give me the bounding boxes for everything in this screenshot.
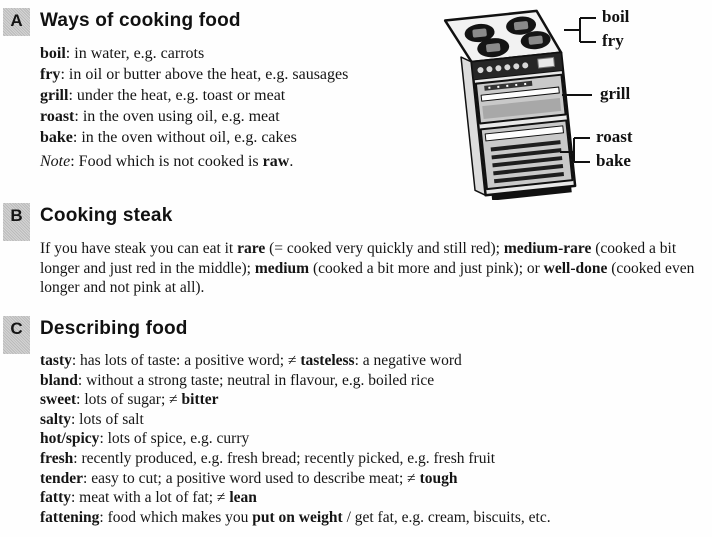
label-roast: roast (596, 127, 633, 146)
section-c-badge: C (3, 316, 30, 354)
definition-line: fresh: recently produced, e.g. fresh bread; recently picked, e.g. fresh fruit (40, 449, 496, 467)
definition-line: tender: easy to cut; a positive word used to describe meat; ≠ tough (40, 469, 458, 487)
cooker-drawing (432, 2, 592, 200)
cooker-illustration (430, 2, 712, 200)
definition-line: tasty: has lots of taste: a positive word; ≠ tasteless: a negative word (40, 352, 462, 369)
section-a-title: Ways of cooking food (40, 10, 241, 31)
section-c-title: Describing food (40, 318, 188, 339)
describing-food-list (40, 351, 712, 527)
label-bake: bake (596, 151, 631, 170)
definition-line: sweet: lots of sugar; ≠ bitter (40, 391, 219, 409)
label-boil: boil (602, 7, 630, 26)
label-grill: grill (600, 84, 631, 103)
definition-line: fattening: food which makes you put on weight / get fat, e.g. cream, biscuits, etc. (40, 508, 551, 526)
definition-line: grill: under the heat, e.g. toast or meat (40, 87, 286, 104)
definition-line: fry: in oil or butter above the heat, e.g. sausages (40, 66, 349, 83)
steak-paragraph: If you have steak you can eat it rare (= cooked very quickly and still red); medium-rare (cooked a bit longer and just red in the middle); medium (cooked a bit more and just pink); or well-done (cooked even longer and not pink at all). (40, 240, 695, 296)
section-a-badge: A (3, 8, 30, 36)
definition-line: boil: in water, e.g. carrots (40, 45, 205, 62)
section-b-badge: B (3, 203, 30, 241)
section-b (0, 202, 712, 298)
definition-line: bland: without a strong taste; neutral in flavour, e.g. boiled rice (40, 371, 435, 389)
definition-line: hot/spicy: lots of spice, e.g. curry (40, 430, 250, 448)
definition-line: fatty: meat with a lot of fat; ≠ lean (40, 489, 257, 507)
definition-line: roast: in the oven using oil, e.g. meat (40, 108, 280, 125)
definition-line: bake: in the oven without oil, e.g. cakes (40, 129, 297, 146)
label-fry: fry (602, 31, 624, 50)
note-line: Note: Food which is not cooked is raw. (40, 153, 294, 170)
section-c (0, 315, 712, 527)
definition-line: salty: lots of salt (40, 410, 144, 428)
section-b-title: Cooking steak (40, 205, 173, 226)
